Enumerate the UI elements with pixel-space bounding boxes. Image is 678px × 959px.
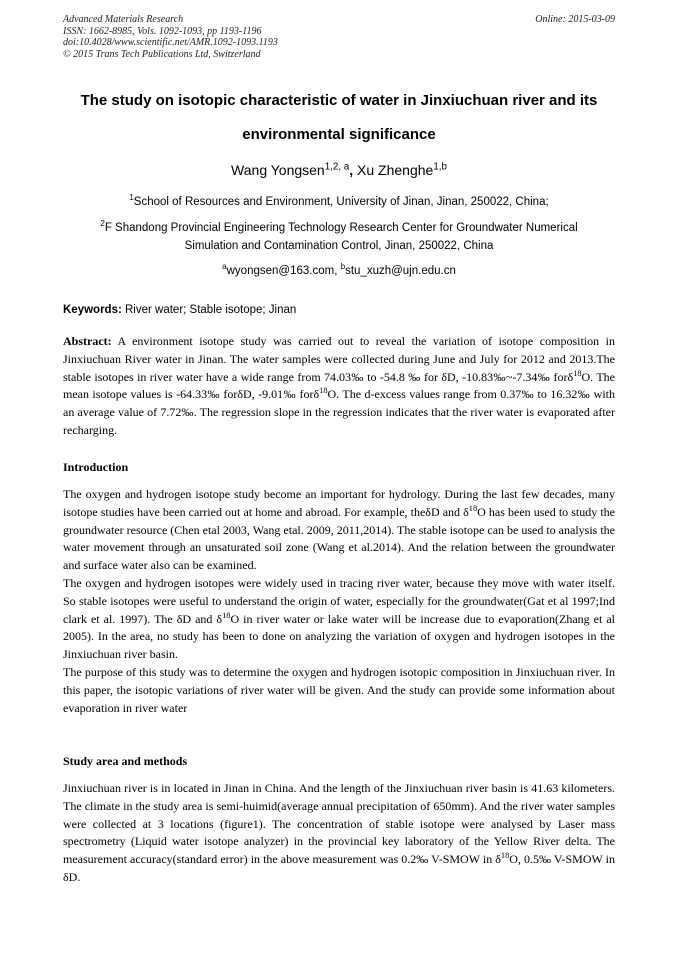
paper-title-line-2: environmental significance <box>242 126 436 143</box>
affiliation-text: F Shandong Provincial Engineering Technology Research Center for Groundwater Numerical <box>104 222 578 234</box>
abstract-label: Abstract: <box>63 334 112 348</box>
journal-name: Advanced Materials Research <box>63 14 184 25</box>
author-list <box>0 162 678 178</box>
affiliation-marker: 2 <box>100 219 105 229</box>
affiliation-marker: 1 <box>129 193 134 203</box>
affiliation-text: School of Resources and Environment, University of Jinan, Jinan, 250022, China; <box>133 196 549 208</box>
keywords-label: Keywords: <box>63 304 122 316</box>
paragraph-text: O has been used to study the groundwater resource (Chen etal 2003, Wang etal. 2009, 2011,2014). The stable isotope can be used to analysis the water movement through an unsaturated soil zone (Wang et al.2014). And the relation between the groundwater and surface water also can be examined. <box>63 504 616 573</box>
author-name: Xu Zhenghe <box>357 162 434 178</box>
author-separator: , <box>349 162 358 178</box>
superscript: 18 <box>222 610 231 620</box>
abstract <box>63 333 615 440</box>
abstract-text: O. The mean isotope values is -64.33‰ forδD, -9.01‰ forδ <box>63 369 616 402</box>
email-marker: b <box>340 262 346 272</box>
paragraph <box>63 575 615 664</box>
section-heading-introduction: Introduction <box>63 460 129 474</box>
paragraph-text: Jinxiuchuan river is in located in Jinan in China. And the length of the Jinxiuchuan river basin is 41.63 kilometers. The climate in the study area is semi-huimid(average annual precipitation of 650mm). And the river water samples were collected at 3 locations (figure1). The concentration of stable isotope were analysed by Laser mass spectrometry (Liquid water isotope analyzer) in the provincial key laboratory of the Yellow River delta. The measurement accuracy(standard error) in the above measurement was 0.2‰ V-SMOW in δ <box>63 781 615 867</box>
paragraph <box>63 780 615 887</box>
superscript: 18 <box>319 386 328 396</box>
affiliation-text: Simulation and Contamination Control, Jinan, 250022, China <box>184 240 494 252</box>
email-marker: a <box>222 262 227 272</box>
author-affiliation-marker: 1,2, a <box>324 161 350 173</box>
paragraph-text: O, 0.5‰ V-SMOW in δD. <box>63 852 615 884</box>
keywords <box>63 304 296 316</box>
journal-doi: doi:10.4028/www.scientific.net/AMR.1092-1093.1193 <box>63 37 278 48</box>
paragraph-text: The oxygen and hydrogen isotope study become an important for hydrology. During the last few decades, many isotope studies have been carried out at home and abroad. For example, theδD and δ <box>63 487 615 519</box>
email-address: stu_xuzh@ujn.edu.cn <box>345 265 456 277</box>
journal-issn: ISSN: 1662-8985, Vols. 1092-1093, pp 1193-1196 <box>63 25 262 37</box>
journal-copyright: © 2015 Trans Tech Publications Ltd, Switzerland <box>63 48 261 60</box>
section-heading-study-area: Study area and methods <box>63 754 188 768</box>
affiliation-2 <box>40 219 638 255</box>
paragraph <box>63 486 615 575</box>
study-area-body <box>63 780 615 887</box>
online-date: Online: 2015-03-09 <box>535 14 615 25</box>
journal-header <box>63 14 615 60</box>
affiliation-1 <box>40 193 638 211</box>
introduction-body <box>63 486 615 717</box>
superscript: 18 <box>500 851 510 861</box>
abstract-text: O. The d-excess values range from 0.37‰ to 16.32‰ with an average value of 7.72‰. The regression slope in the regression indicates that the river water is evaporated after recharging. <box>63 387 615 437</box>
email-address: wyongsen@163.com, <box>226 265 341 277</box>
superscript: 18 <box>468 503 478 513</box>
paper-title-line-1: The study on isotopic characteristic of water in Jinxiuchuan river and its <box>80 92 598 109</box>
author-affiliation-marker: 1,b <box>433 161 447 173</box>
paragraph: The purpose of this study was to determine the oxygen and hydrogen isotopic composition in Jinxiuchuan river. In this paper, the isotopic variations of river water will be given. And the study can provide some information about evaporation in river water <box>63 664 615 715</box>
superscript: 18 <box>573 368 582 378</box>
paragraph-text: O in river water or lake water will be increase due to evaporation(Zhang et al 2005). In the area, no study has been to done on analyzing the variation of oxygen and hydrogen isotopes in the Jinxiuchuan river basin. <box>63 611 615 662</box>
paragraph-text: The oxygen and hydrogen isotopes were widely used in tracing river water, because they move with water itself. So stable isotopes were useful to understand the origin of water, especially for the groundwater(Gat et al 1997;Ind clark et al. 1997). The δD and δ <box>63 575 615 626</box>
abstract-text: A environment isotope study was carried out to reveal the variation of isotope composition in Jinxiuchuan River water in Jinan. The water samples were collected during June and July for 2012 and 2013.The stable isotopes in river water have a wide range from 74.03‰ to -54.8 ‰ for δD, -10.83‰~-7.34‰ forδ <box>63 334 615 384</box>
keywords-text: River water; Stable isotope; Jinan <box>121 304 297 316</box>
email-addresses <box>40 262 638 280</box>
author-name: Wang Yongsen <box>231 162 325 178</box>
